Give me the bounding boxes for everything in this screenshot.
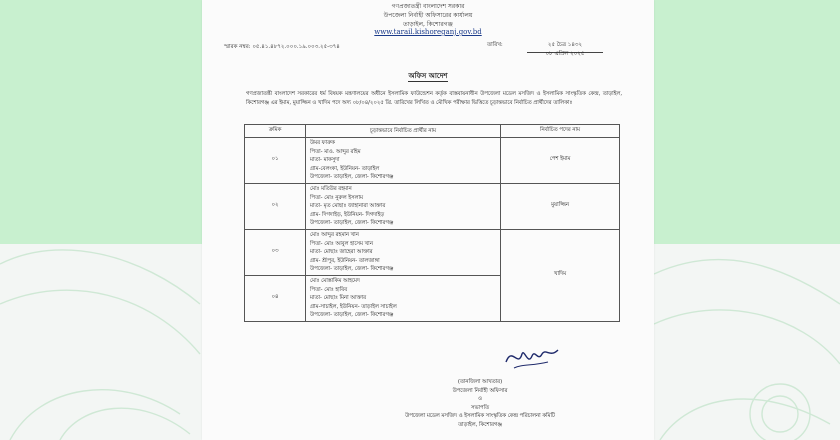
serial-cell: ০৩ — [245, 229, 306, 275]
candidate-father: পিতা- মাও. আব্দুর রহিম — [310, 148, 361, 155]
left-green-panel — [0, 0, 202, 244]
right-green-panel — [654, 0, 840, 244]
candidate-upazila: উপজেলা- তাড়াইল, জেলা- কিশোরগঞ্জ — [310, 266, 394, 273]
date-label: তারিখ: — [487, 42, 503, 48]
candidate-father: পিতা- মোঃ আবুল হাসেম খান — [310, 240, 373, 247]
candidate-name: উমর ফারুক — [310, 140, 335, 146]
office-order-document — [202, 0, 654, 440]
signatory-place: তাড়াইল, কিশোরগঞ্জ — [458, 421, 502, 428]
candidate-cell — [306, 138, 501, 184]
table-row — [245, 183, 620, 229]
signature-block — [380, 378, 580, 429]
table-header-row — [245, 125, 620, 138]
candidate-father: পিতা- মোঃ নুরুল ইসলাম — [310, 194, 363, 201]
selected-candidates-table — [244, 124, 620, 322]
date-block — [487, 42, 585, 57]
signatory-conjunction: ও — [478, 396, 482, 402]
post-cell: পেশ ইমাম — [501, 138, 620, 184]
signatory-role: সভাপতি — [470, 404, 490, 411]
memo-label: স্মারক নম্বর: — [224, 44, 251, 50]
memo-reference — [224, 44, 340, 52]
handwritten-signature — [502, 340, 562, 372]
candidate-mother: মাতা- মোছাঃ জাহেরা আক্তার — [310, 249, 373, 256]
candidate-cell — [306, 229, 501, 275]
candidate-upazila: উপজেলা- তাড়াইল, জেলা- কিশোরগঞ্জ — [310, 220, 394, 227]
document-title — [202, 70, 654, 82]
serial-cell: ০৪ — [245, 275, 306, 321]
header-post: নির্বাচিত পদের নাম — [501, 125, 620, 138]
post-cell: মুয়াজ্জিন — [501, 183, 620, 229]
candidate-village: গ্রাম- শ্রীপুর, ইউনিয়ন- তালজাঙ্গা — [310, 257, 380, 264]
serial-cell: ০২ — [245, 183, 306, 229]
memo-number: ০৫.৪১.৪৮৭২.০০০.১৯.০০৩.২৫-৩৭৪ — [252, 44, 340, 50]
signatory-committee: উপজেলা মডেল মসজিদ ও ইসলামিক সাংস্কৃতিক কেন্দ্র পরিচালনা কমিটি — [405, 413, 555, 419]
candidate-name: মোঃ মতিউর রহমান — [310, 185, 352, 192]
date-english: ০৮ এপ্রিল ২০২৫ — [545, 51, 585, 57]
website-link[interactable]: www.tarail.kishoreganj.gov.bd — [374, 28, 482, 36]
table-row — [245, 229, 620, 275]
candidate-name: মোঃ মোস্তাকিম আহমেদ — [310, 277, 360, 284]
candidate-upazila: উপজেলা- তাড়াইল, জেলা- কিশোরগঞ্জ — [310, 312, 394, 319]
post-cell-merged: খাদিম — [501, 229, 620, 321]
intro-paragraph: গণপ্রজাতন্ত্রী বাংলাদেশ সরকারের ধর্ম বিষয়ক মন্ত্রণালয়ের অধীনে ইসলামিক ফাউন্ডেশন কর্তৃক বাস্তবায়নাধীন উপজেলা মডেল মসজিদ ও ইসলামিক সাংস্কৃতিক কেন্দ্র, তাড়াইল, কিশোরগঞ্জ এর ইমাম, মুয়াজ্জিন ও খাদিম পদে অদ্য ০৮/০৪/২০২৫ খ্রি. তারিখের লিখিত ও মৌখিক পরীক্ষার ভিত্তিতে চূড়ান্তভাবে নির্বাচিত প্রার্থীদের তালিকাঃ — [246, 91, 623, 106]
date-bangla: ২৫ চৈত্র ১৪৩২ — [527, 42, 603, 53]
candidate-father: পিতা- মোঃ হাবিব — [310, 286, 348, 293]
candidate-upazila: উপজেলা- তাড়াইল, জেলা- কিশোরগঞ্জ — [310, 174, 394, 181]
candidate-village: গ্রাম-সাচাইল, ইউনিয়ন- তাড়াইল সাচাইল — [310, 303, 397, 310]
header-government: গণপ্রজাতন্ত্রী বাংলাদেশ সরকার — [391, 3, 465, 10]
header-serial: ক্রমিক — [245, 125, 306, 138]
header-location: তাড়াইল, কিশোরগঞ্জ — [403, 21, 453, 28]
signatory-designation: উপজেলা নির্বাহী অফিসার — [452, 387, 508, 394]
header-candidate: চূড়ান্তভাবে নির্বাচিত প্রার্থীর নাম — [306, 125, 501, 138]
candidate-village: গ্রাম-বেলংকা, ইউনিয়ন- তাড়াইল — [310, 165, 380, 172]
candidate-cell — [306, 275, 501, 321]
title-text: অফিস আদেশ — [408, 72, 448, 80]
table-row — [245, 138, 620, 184]
header-office: উপজেলা নির্বাহী অফিসারের কার্যালয় — [383, 12, 473, 19]
candidate-name: মোঃ আব্দুর রহমান খান — [310, 231, 359, 238]
candidate-village: গ্রাম- দিগদাইড়, ইউনিয়ন- দিগদাইড় — [310, 211, 385, 218]
signatory-name: (তানজিলা আখতার) — [457, 379, 503, 385]
candidate-cell — [306, 183, 501, 229]
candidate-mother: মাতা- মাকসুদা — [310, 157, 340, 164]
candidate-mother: মাতা- মোছাঃ মিনা আক্তার — [310, 295, 367, 302]
serial-cell: ০১ — [245, 138, 306, 184]
candidate-mother: মাতা- মৃত মোছাঃ জাহানারা আক্তার — [310, 203, 386, 210]
